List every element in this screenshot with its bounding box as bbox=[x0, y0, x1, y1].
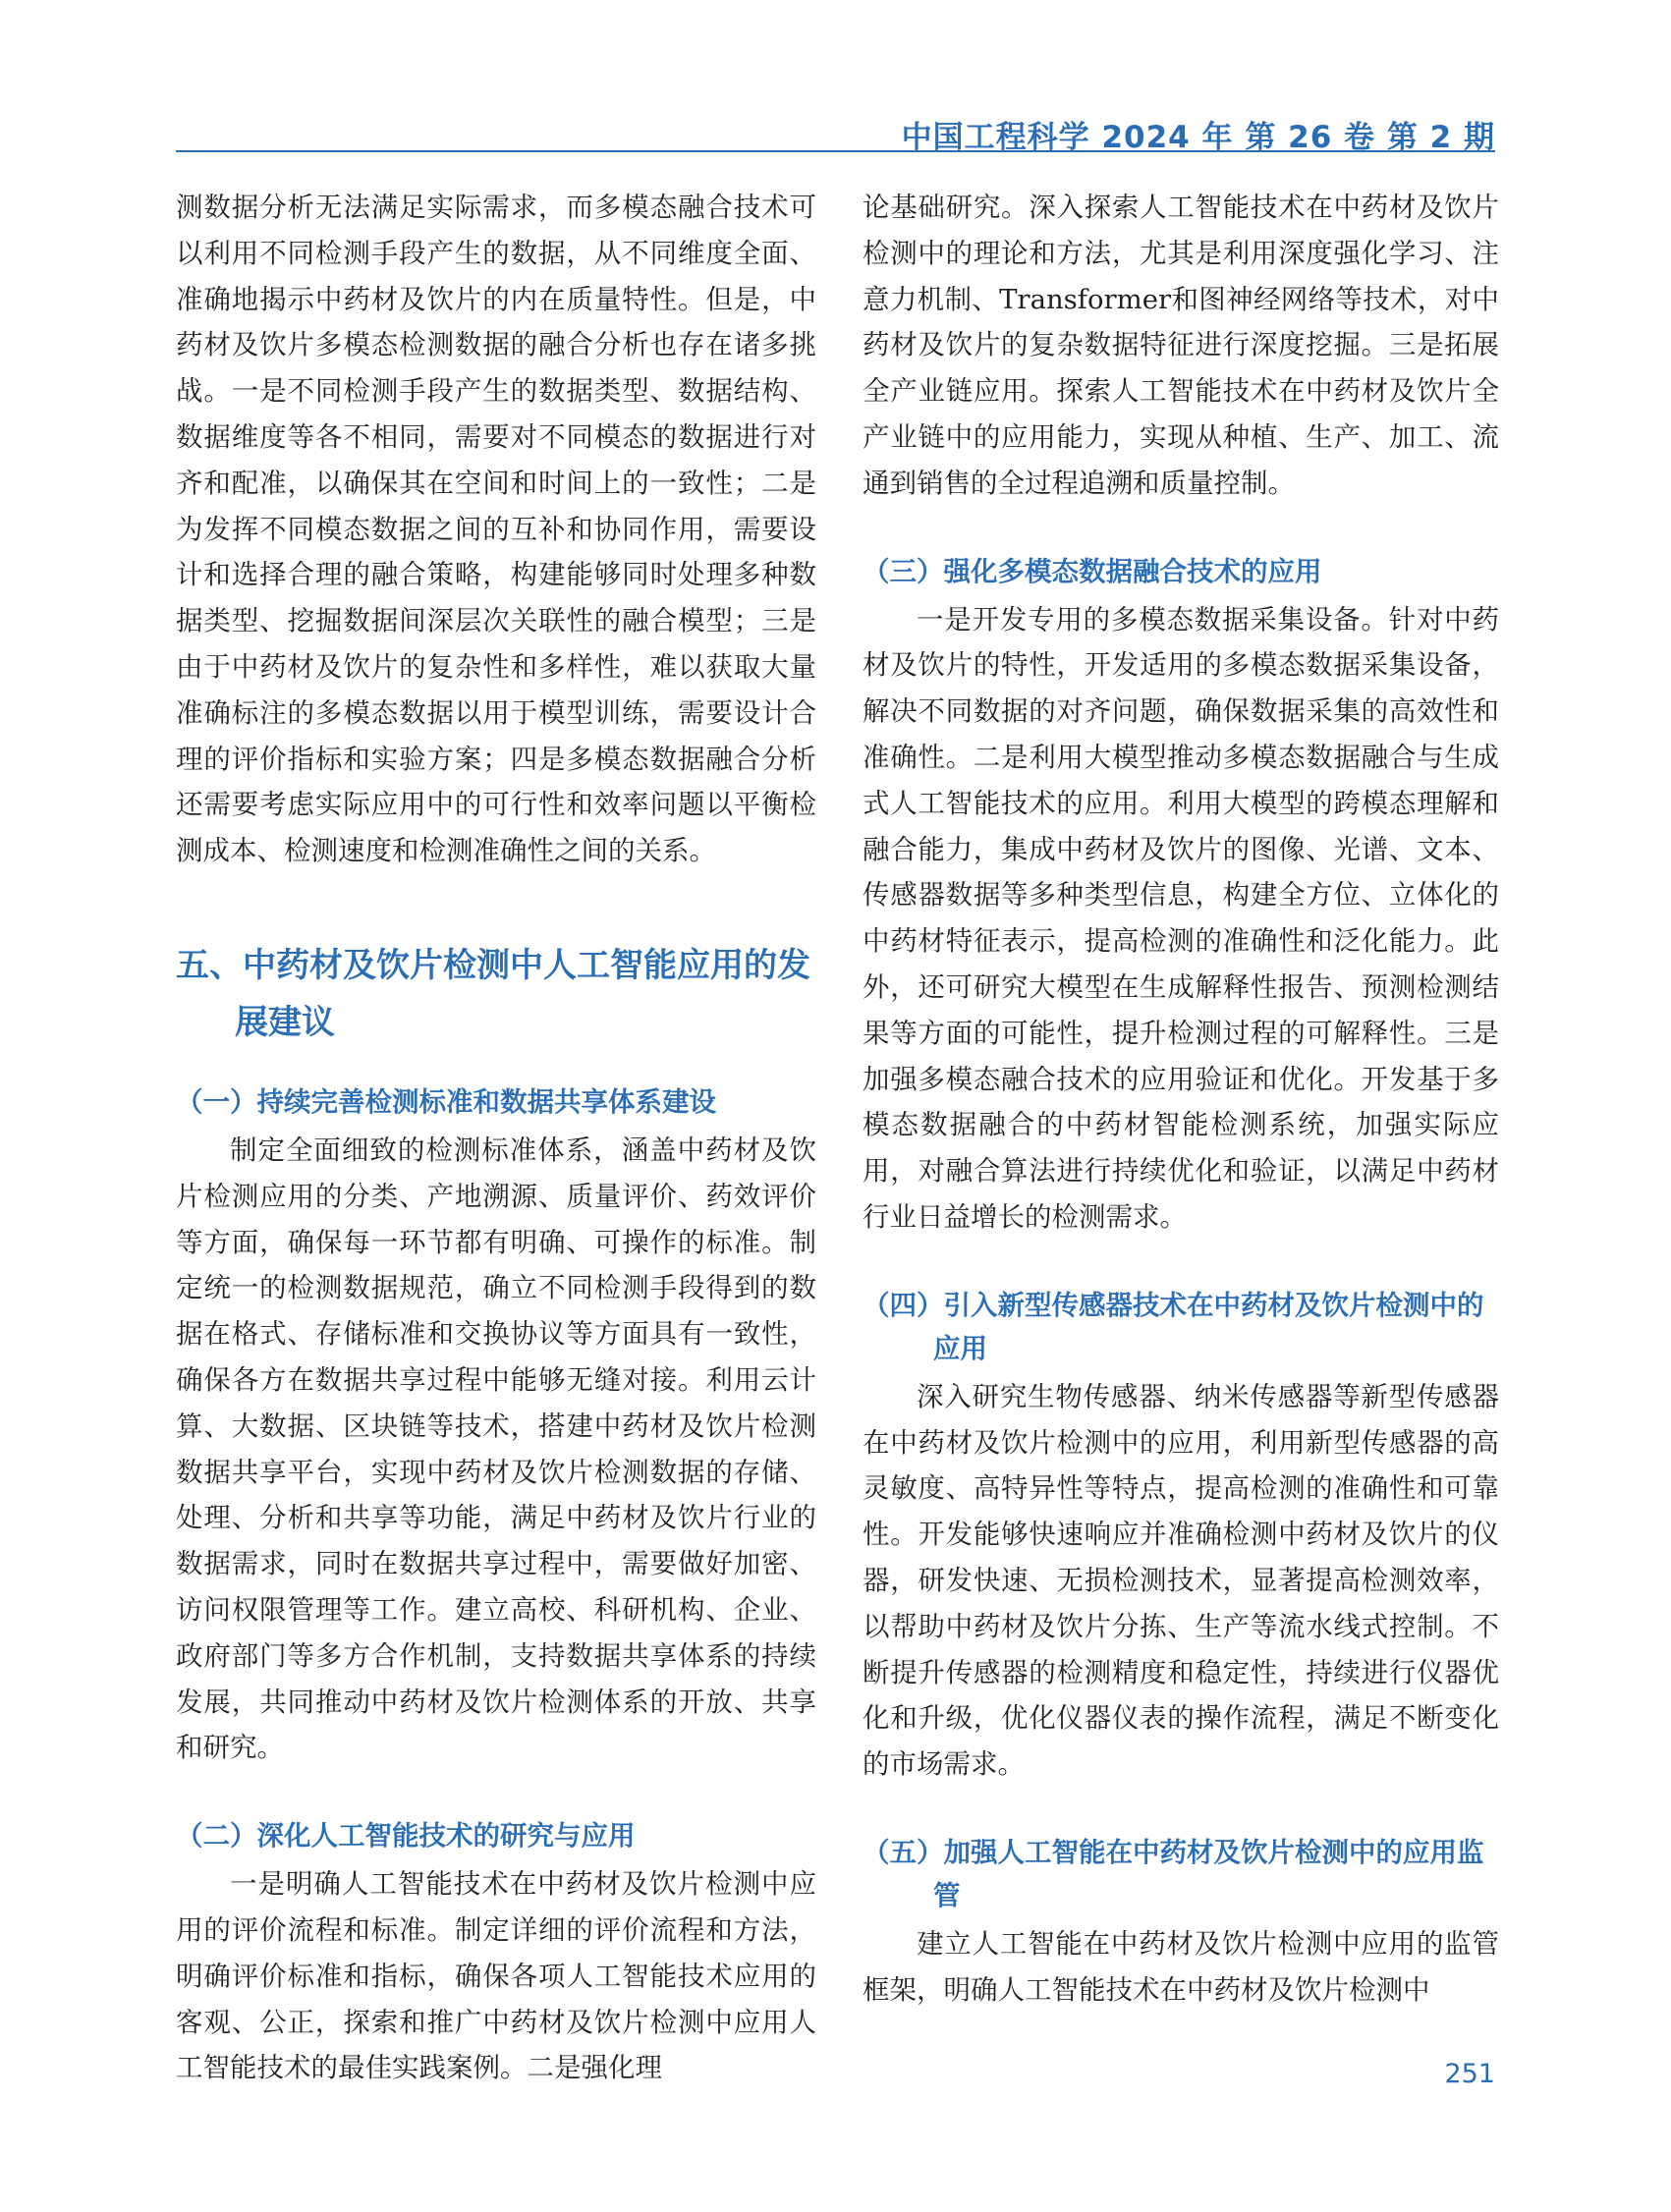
right-column bbox=[863, 185, 1499, 2014]
header-divider bbox=[176, 150, 1495, 152]
left-column bbox=[176, 185, 816, 2091]
subsection-heading-4: （四）引入新型传感器技术在中药材及饮片检测中的应用 bbox=[863, 1289, 1484, 1364]
subsection-heading-3: （三）强化多模态数据融合技术的应用 bbox=[863, 555, 1322, 587]
subsection-1-text: 制定全面细致的检测标准体系，涵盖中药材及饮片检测应用的分类、产地溯源、质量评价、药效评价等方面，确保每一环节都有明确、可操作的标准。制定统一的检测数据规范，确立不同检测手段得到的数据在格式、存储标准和交换协议等方面具有一致性，确保各方在数据共享过程中能够无缝对接。利用云计算、大数据、区块链等技术，搭建中药材及饮片检测数据共享平台，实现中药材及饮片检测数据的存储、处理、分析和共享等功能，满足中药材及饮片行业的数据需求，同时在数据共享过程中，需要做好加密、访问权限管理等工作。建立高校、科研机构、企业、政府部门等多方合作机制，支持数据共享体系的持续发展，共同推动中药材及饮片检测体系的开放、共享和研究。 bbox=[176, 1134, 816, 1764]
subsection-2-text: 一是明确人工智能技术在中药材及饮片检测中应用的评价流程和标准。制定详细的评价流程和方法，明确评价标准和指标，确保各项人工智能技术应用的客观、公正，探索和推广中药材及饮片检测中应用人工智能技术的最佳实践案例。二是强化理 bbox=[176, 1868, 816, 2084]
section-heading-5: 五、中药材及饮片检测中人工智能应用的发展建议 bbox=[176, 945, 810, 1042]
subsection-4-text: 深入研究生物传感器、纳米传感器等新型传感器在中药材及饮片检测中的应用，利用新型传感器的高灵敏度、高特异性等特点，提高检测的准确性和可靠性。开发能够快速响应并准确检测中药材及饮片的仪器，研发快速、无损检测技术，显著提高检测效率，以帮助中药材及饮片分拣、生产等流水线式控制。不断提升传感器的检测精度和稳定性，持续进行仪器优化和升级，优化仪器仪表的操作流程，满足不断变化的市场需求。 bbox=[863, 1380, 1499, 1781]
subsection-heading-2: （二）深化人工智能技术的研究与应用 bbox=[176, 1820, 636, 1853]
paragraph-continuation-left: 测数据分析无法满足实际需求，而多模态融合技术可以利用不同检测手段产生的数据，从不同维度全面、准确地揭示中药材及饮片的内在质量特性。但是，中药材及饮片多模态检测数据的融合分析也存在诸多挑战。一是不同检测手段产生的数据类型、数据结构、数据维度等各不相同，需要对不同模态的数据进行对齐和配准，以确保其在空间和时间上的一致性；二是为发挥不同模态数据之间的互补和协同作用，需要设计和选择合理的融合策略，构建能够同时处理多种数据类型、挖掘数据间深层次关联性的融合模型；三是由于中药材及饮片的复杂性和多样性，难以获取大量准确标注的多模态数据以用于模型训练，需要设计合理的评价指标和实验方案；四是多模态数据融合分析还需要考虑实际应用中的可行性和效率问题以平衡检测成本、检测速度和检测准确性之间的关系。 bbox=[176, 192, 816, 867]
subsection-3-text: 一是开发专用的多模态数据采集设备。针对中药材及饮片的特性，开发适用的多模态数据采集设备，解决不同数据的对齐问题，确保数据采集的高效性和准确性。二是利用大模型推动多模态数据融合与生成式人工智能技术的应用。利用大模型的跨模态理解和融合能力，集成中药材及饮片的图像、光谱、文本、传感器数据等多种类型信息，构建全方位、立体化的中药材特征表示，提高检测的准确性和泛化能力。此外，还可研究大模型在生成解释性报告、预测检测结果等方面的可能性，提升检测过程的可解释性。三是加强多模态融合技术的应用验证和优化。开发基于多模态数据融合的中药材智能检测系统，加强实际应用，对融合算法进行持续优化和验证，以满足中药材行业日益增长的检测需求。 bbox=[863, 603, 1499, 1233]
subsection-heading-1: （一）持续完善检测标准和数据共享体系建设 bbox=[176, 1085, 716, 1118]
page-number: 251 bbox=[1444, 2059, 1495, 2089]
paragraph-continuation-right: 论基础研究。深入探索人工智能技术在中药材及饮片检测中的理论和方法，尤其是利用深度强化学习、注意力机制、Transformer和图神经网络等技术，对中药材及饮片的复杂数据特征进行深度挖掘。三是拓展全产业链应用。探索人工智能技术在中药材及饮片全产业链中的应用能力，实现从种植、生产、加工、流通到销售的全过程追溯和质量控制。 bbox=[863, 192, 1499, 499]
subsection-5-text: 建立人工智能在中药材及饮片检测中应用的监管框架，明确人工智能技术在中药材及饮片检测中 bbox=[863, 1927, 1499, 2006]
running-header: 中国工程科学 2024 年 第 26 卷 第 2 期 bbox=[901, 120, 1495, 155]
subsection-heading-5: （五）加强人工智能在中药材及饮片检测中的应用监管 bbox=[863, 1836, 1484, 1911]
